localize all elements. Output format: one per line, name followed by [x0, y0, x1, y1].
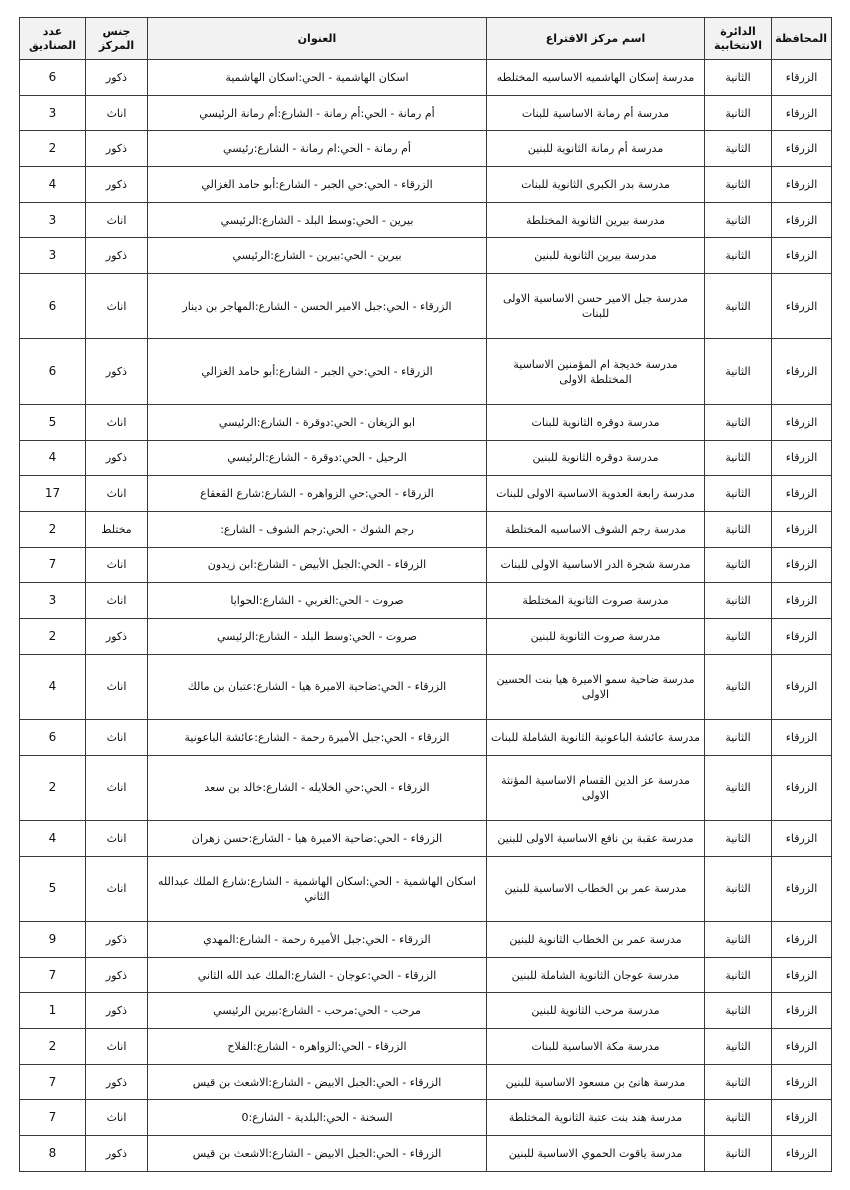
cell-governorate: الزرقاء	[772, 821, 832, 857]
cell-address: مرحب - الحي:مرحب - الشارع:بيرين الرئيسي	[148, 993, 487, 1029]
cell-governorate: الزرقاء	[772, 583, 832, 619]
cell-district: الثانية	[705, 922, 772, 958]
cell-boxes: 17	[20, 476, 86, 512]
cell-center-name: مدرسة بدر الكبرى الثانوية للبنات	[487, 167, 705, 203]
cell-boxes: 6	[20, 274, 86, 339]
cell-district: الثانية	[705, 1100, 772, 1136]
cell-address: بيرين - الحي:وسط البلد - الشارع:الرئيسي	[148, 202, 487, 238]
table-row	[20, 238, 832, 274]
table-row	[20, 404, 832, 440]
cell-governorate: الزرقاء	[772, 60, 832, 96]
cell-governorate: الزرقاء	[772, 1064, 832, 1100]
cell-governorate: الزرقاء	[772, 440, 832, 476]
table-row	[20, 1064, 832, 1100]
cell-center-name: مدرسة مرحب الثانوية للبنين	[487, 993, 705, 1029]
cell-governorate: الزرقاء	[772, 1136, 832, 1172]
table-row	[20, 131, 832, 167]
cell-center-name: مدرسة صروت الثانوية المختلطة	[487, 583, 705, 619]
cell-center-name: مدرسة بيرين الثانوية المختلطة	[487, 202, 705, 238]
cell-boxes: 4	[20, 440, 86, 476]
cell-address: أم رمانة - الحي:أم رمانة - الشارع:أم رمانة الرئيسي	[148, 95, 487, 131]
cell-district: الثانية	[705, 654, 772, 719]
cell-district: الثانية	[705, 238, 772, 274]
cell-boxes: 6	[20, 719, 86, 755]
cell-gender: ذكور	[86, 238, 148, 274]
cell-district: الثانية	[705, 1029, 772, 1065]
polling-centers-table	[19, 17, 832, 1172]
cell-center-name: مدرسة بيرين الثانوية للبنين	[487, 238, 705, 274]
cell-governorate: الزرقاء	[772, 274, 832, 339]
header-governorate: المحافظة	[772, 18, 832, 60]
cell-boxes: 2	[20, 755, 86, 820]
cell-boxes: 3	[20, 238, 86, 274]
cell-center-name: مدرسة رجم الشوف الاساسيه المختلطة	[487, 511, 705, 547]
cell-address: الزرقاء - الحي:عوجان - الشارع:الملك عبد الله الثاني	[148, 957, 487, 993]
cell-gender: ذكور	[86, 1064, 148, 1100]
cell-center-name: مدرسة خديجة ام المؤمنين الاساسية المختلطة الاولى	[487, 339, 705, 404]
header-row	[20, 18, 832, 60]
table-row	[20, 167, 832, 203]
cell-district: الثانية	[705, 274, 772, 339]
cell-governorate: الزرقاء	[772, 131, 832, 167]
cell-address: رجم الشوك - الحي:رجم الشوف - الشارع:	[148, 511, 487, 547]
cell-center-name: مدرسة جبل الامير حسن الاساسية الاولى للبنات	[487, 274, 705, 339]
cell-center-name: مدرسة عقبة بن نافع الاساسية الاولى للبنين	[487, 821, 705, 857]
table-row	[20, 274, 832, 339]
cell-boxes: 7	[20, 547, 86, 583]
table-row	[20, 202, 832, 238]
table-row	[20, 95, 832, 131]
cell-gender: اناث	[86, 654, 148, 719]
cell-governorate: الزرقاء	[772, 511, 832, 547]
cell-gender: ذكور	[86, 922, 148, 958]
cell-district: الثانية	[705, 1064, 772, 1100]
cell-district: الثانية	[705, 821, 772, 857]
header-gender: جنس المركز	[86, 18, 148, 60]
cell-address: الزرقاء - الحي:الجبل الأبيض - الشارع:ابن زيدون	[148, 547, 487, 583]
cell-district: الثانية	[705, 202, 772, 238]
cell-district: الثانية	[705, 547, 772, 583]
cell-address: الزرقاء - الحي:حي الخلايله - الشارع:خالد بن سعد	[148, 755, 487, 820]
table-row	[20, 1029, 832, 1065]
table-row	[20, 440, 832, 476]
cell-district: الثانية	[705, 95, 772, 131]
header-boxes: عدد الصناديق	[20, 18, 86, 60]
header-district: الدائرة الانتخابية	[705, 18, 772, 60]
cell-gender: ذكور	[86, 131, 148, 167]
cell-boxes: 2	[20, 131, 86, 167]
cell-governorate: الزرقاء	[772, 202, 832, 238]
table-row	[20, 821, 832, 857]
cell-gender: اناث	[86, 821, 148, 857]
cell-boxes: 3	[20, 202, 86, 238]
cell-boxes: 7	[20, 1100, 86, 1136]
cell-governorate: الزرقاء	[772, 238, 832, 274]
cell-address: ابو الزيغان - الحي:دوقرة - الشارع:الرئيسي	[148, 404, 487, 440]
cell-district: الثانية	[705, 957, 772, 993]
cell-boxes: 3	[20, 583, 86, 619]
cell-boxes: 4	[20, 821, 86, 857]
cell-address: السخنة - الحي:البلدية - الشارع:0	[148, 1100, 487, 1136]
cell-gender: مختلط	[86, 511, 148, 547]
cell-center-name: مدرسة دوقره الثانوية للبنين	[487, 440, 705, 476]
cell-governorate: الزرقاء	[772, 1100, 832, 1136]
cell-governorate: الزرقاء	[772, 618, 832, 654]
cell-boxes: 6	[20, 339, 86, 404]
cell-boxes: 9	[20, 922, 86, 958]
cell-boxes: 2	[20, 1029, 86, 1065]
table-row	[20, 1100, 832, 1136]
cell-gender: اناث	[86, 404, 148, 440]
cell-gender: اناث	[86, 202, 148, 238]
cell-governorate: الزرقاء	[772, 547, 832, 583]
cell-center-name: مدرسة عائشة الباعونية الثانوية الشاملة للبنات	[487, 719, 705, 755]
cell-address: الزرقاء - الحي:الجبل الابيض - الشارع:الاشعث بن قيس	[148, 1136, 487, 1172]
cell-governorate: الزرقاء	[772, 95, 832, 131]
cell-gender: اناث	[86, 719, 148, 755]
header-address: العنوان	[148, 18, 487, 60]
cell-address: اسكان الهاشمية - الحي:اسكان الهاشمية	[148, 60, 487, 96]
cell-boxes: 5	[20, 404, 86, 440]
cell-center-name: مدرسة رابعة العدوية الاساسية الاولى للبنات	[487, 476, 705, 512]
table-row	[20, 339, 832, 404]
cell-address: اسكان الهاشمية - الحي:اسكان الهاشمية - الشارع:شارع الملك عبدالله الثاني	[148, 856, 487, 921]
cell-address: صروت - الحي:وسط البلد - الشارع:الرئيسي	[148, 618, 487, 654]
cell-address: الزرقاء - الحي:ضاحية الاميرة هيا - الشارع:حسن زهران	[148, 821, 487, 857]
cell-boxes: 4	[20, 654, 86, 719]
table-row	[20, 547, 832, 583]
cell-district: الثانية	[705, 131, 772, 167]
table-row	[20, 618, 832, 654]
cell-gender: ذكور	[86, 339, 148, 404]
cell-boxes: 4	[20, 167, 86, 203]
cell-gender: ذكور	[86, 440, 148, 476]
cell-gender: اناث	[86, 476, 148, 512]
cell-center-name: مدرسة هانئ بن مسعود الاساسية للبنين	[487, 1064, 705, 1100]
cell-gender: ذكور	[86, 618, 148, 654]
cell-district: الثانية	[705, 755, 772, 820]
cell-governorate: الزرقاء	[772, 404, 832, 440]
header-center-name: اسم مركز الاقتراع	[487, 18, 705, 60]
table-row	[20, 476, 832, 512]
cell-address: الزرقاء - الحي:حي الجبر - الشارع:أبو حامد الغزالي	[148, 339, 487, 404]
cell-boxes: 5	[20, 856, 86, 921]
cell-governorate: الزرقاء	[772, 1029, 832, 1065]
cell-gender: اناث	[86, 755, 148, 820]
cell-center-name: مدرسة هند بنت عتبة الثانوية المختلطة	[487, 1100, 705, 1136]
cell-address: الزرقاء - الحي:ضاحية الاميرة هيا - الشارع:عتبان بن مالك	[148, 654, 487, 719]
cell-boxes: 7	[20, 957, 86, 993]
cell-address: بيرين - الحي:بيرين - الشارع:الرئيسي	[148, 238, 487, 274]
cell-gender: اناث	[86, 1100, 148, 1136]
cell-gender: اناث	[86, 547, 148, 583]
cell-district: الثانية	[705, 339, 772, 404]
table-row	[20, 654, 832, 719]
cell-governorate: الزرقاء	[772, 755, 832, 820]
cell-gender: ذكور	[86, 167, 148, 203]
cell-address: الرحيل - الحي:دوقرة - الشارع:الرئيسي	[148, 440, 487, 476]
cell-center-name: مدرسة مكة الاساسية للبنات	[487, 1029, 705, 1065]
cell-boxes: 2	[20, 618, 86, 654]
cell-gender: اناث	[86, 274, 148, 339]
cell-center-name: مدرسة ضاحية سمو الاميرة هيا بنت الحسين الاولى	[487, 654, 705, 719]
cell-district: الثانية	[705, 511, 772, 547]
cell-district: الثانية	[705, 993, 772, 1029]
cell-address: الزرقاء - الحي:الزواهره - الشارع:الفلاح	[148, 1029, 487, 1065]
cell-address: الزرقاء - الحي:جبل الأميرة رحمة - الشارع:المهدي	[148, 922, 487, 958]
cell-center-name: مدرسة إسكان الهاشميه الاساسيه المختلطه	[487, 60, 705, 96]
cell-boxes: 3	[20, 95, 86, 131]
cell-governorate: الزرقاء	[772, 476, 832, 512]
cell-district: الثانية	[705, 719, 772, 755]
cell-district: الثانية	[705, 1136, 772, 1172]
cell-gender: ذكور	[86, 60, 148, 96]
table-row	[20, 755, 832, 820]
cell-gender: ذكور	[86, 1136, 148, 1172]
cell-center-name: مدرسة عمر بن الخطاب الثانوية للبنين	[487, 922, 705, 958]
cell-center-name: مدرسة أم رمانة الثانوية للبنين	[487, 131, 705, 167]
table-row	[20, 993, 832, 1029]
cell-gender: اناث	[86, 95, 148, 131]
table-row	[20, 856, 832, 921]
cell-governorate: الزرقاء	[772, 167, 832, 203]
cell-governorate: الزرقاء	[772, 856, 832, 921]
cell-address: الزرقاء - الحي:حي الجبر - الشارع:أبو حامد الغزالي	[148, 167, 487, 203]
cell-boxes: 7	[20, 1064, 86, 1100]
cell-address: الزرقاء - الحي:حي الزواهره - الشارع:شارع القعقاع	[148, 476, 487, 512]
cell-gender: اناث	[86, 856, 148, 921]
cell-gender: ذكور	[86, 957, 148, 993]
cell-address: أم رمانة - الحي:ام رمانة - الشارع:رئيسي	[148, 131, 487, 167]
cell-gender: اناث	[86, 1029, 148, 1065]
cell-center-name: مدرسة ياقوت الحموي الاساسية للبنين	[487, 1136, 705, 1172]
cell-center-name: مدرسة دوقره الثانوية للبنات	[487, 404, 705, 440]
table-row	[20, 719, 832, 755]
cell-governorate: الزرقاء	[772, 719, 832, 755]
cell-gender: اناث	[86, 583, 148, 619]
cell-district: الثانية	[705, 404, 772, 440]
cell-center-name: مدرسة صروت الثانوية للبنين	[487, 618, 705, 654]
cell-district: الثانية	[705, 618, 772, 654]
table-row	[20, 511, 832, 547]
table-row	[20, 583, 832, 619]
table-row	[20, 922, 832, 958]
cell-district: الثانية	[705, 167, 772, 203]
cell-center-name: مدرسة عمر بن الخطاب الاساسية للبنين	[487, 856, 705, 921]
table-row	[20, 60, 832, 96]
cell-governorate: الزرقاء	[772, 339, 832, 404]
cell-gender: ذكور	[86, 993, 148, 1029]
table-row	[20, 957, 832, 993]
cell-district: الثانية	[705, 476, 772, 512]
cell-center-name: مدرسة أم رمانة الاساسية للبنات	[487, 95, 705, 131]
cell-district: الثانية	[705, 583, 772, 619]
cell-boxes: 6	[20, 60, 86, 96]
cell-center-name: مدرسة شجرة الدر الاساسية الاولى للبنات	[487, 547, 705, 583]
cell-district: الثانية	[705, 60, 772, 96]
cell-boxes: 2	[20, 511, 86, 547]
table-row	[20, 1136, 832, 1172]
cell-governorate: الزرقاء	[772, 993, 832, 1029]
cell-governorate: الزرقاء	[772, 922, 832, 958]
cell-center-name: مدرسة عوجان الثانوية الشاملة للبنين	[487, 957, 705, 993]
cell-address: صروت - الحي:الغربي - الشارع:الحوايا	[148, 583, 487, 619]
cell-address: الزرقاء - الحي:الجبل الابيض - الشارع:الاشعث بن قيس	[148, 1064, 487, 1100]
cell-governorate: الزرقاء	[772, 654, 832, 719]
cell-address: الزرقاء - الحي:جبل الامير الحسن - الشارع:المهاجر بن دينار	[148, 274, 487, 339]
table-body	[20, 60, 832, 1172]
cell-governorate: الزرقاء	[772, 957, 832, 993]
cell-center-name: مدرسة عز الدين القسام الاساسية المؤنثة الاولى	[487, 755, 705, 820]
cell-boxes: 8	[20, 1136, 86, 1172]
cell-boxes: 1	[20, 993, 86, 1029]
cell-district: الثانية	[705, 856, 772, 921]
cell-district: الثانية	[705, 440, 772, 476]
cell-address: الزرقاء - الحي:جبل الأميرة رحمة - الشارع:عائشة الباعونية	[148, 719, 487, 755]
